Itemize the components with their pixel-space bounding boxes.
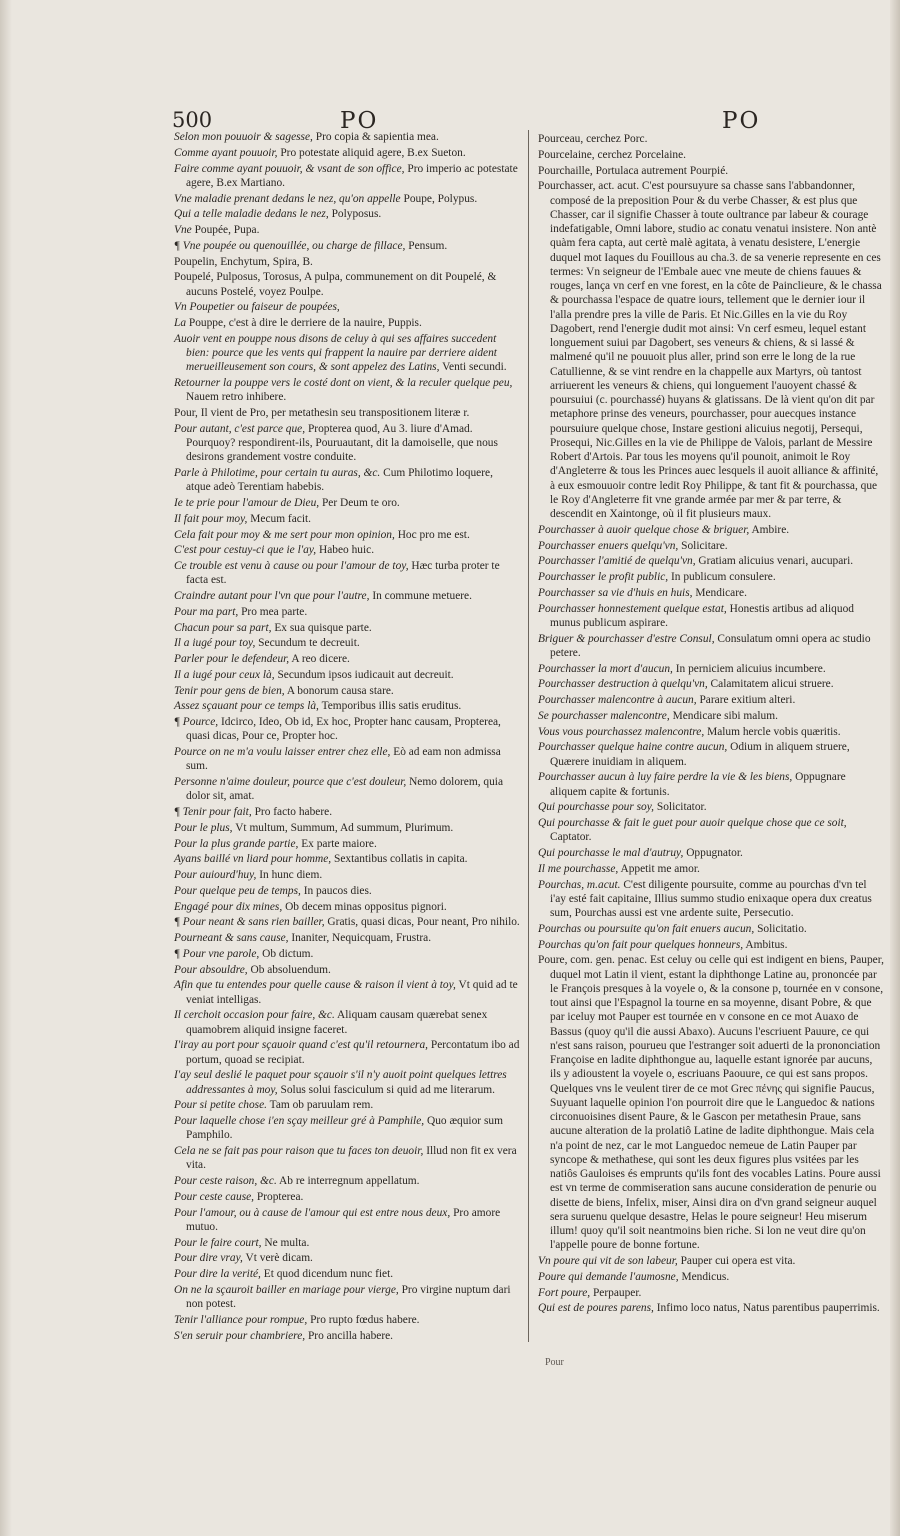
entry-translation: Solus solui fasciculum si quid ad me literarum. (280, 1083, 496, 1096)
dictionary-entry (538, 922, 884, 936)
dictionary-entry (174, 915, 520, 929)
entry-translation: Quo æquior sum Pamphilo. (186, 1115, 503, 1142)
entry-translation: Oppugnator. (686, 847, 743, 859)
entry-translation: Ob dictum. (262, 947, 314, 960)
entry-translation: Odium in aliquem struere, Quærere inuidiam in aliquem. (550, 741, 850, 768)
entry-french: Craindre autant pour l'vn que pour l'autre, (174, 590, 370, 602)
dictionary-entry (174, 1267, 520, 1281)
entry-translation: Aliquam causam quærebat senex quamobrem aliquid insigne faceret. (186, 1009, 488, 1036)
dictionary-entry (174, 931, 520, 945)
entry-translation: Propterea. (256, 1190, 304, 1203)
entry-translation: Mecum facit. (250, 512, 311, 525)
dictionary-entry (174, 1038, 520, 1067)
dictionary-entry (174, 605, 520, 619)
entry-french: Ce trouble est venu à cause ou pour l'amour de toy, (174, 560, 409, 572)
dictionary-entry (174, 805, 520, 819)
dictionary-entry (174, 636, 520, 650)
entry-french: Pour ma part, (174, 605, 239, 618)
entry-translation: Venti secundi. (442, 361, 507, 374)
catchword: Pour (545, 1357, 564, 1368)
dictionary-entry (174, 1098, 520, 1112)
entry-translation: Inaniter, Nequicquam, Frustra. (291, 932, 432, 944)
dictionary-entry (174, 316, 520, 330)
entry-french: Fort poure, (538, 1286, 591, 1299)
entry-translation: Mendicare. (695, 586, 747, 599)
dictionary-entry (538, 662, 884, 676)
entry-translation: Calamitatem alicui struere. (710, 678, 834, 691)
entry-french: Vous vous pourchassez malencontre, (538, 725, 705, 738)
entry-translation: Cum Philotimo loquere, atque adeò Terentiam habebis. (186, 467, 493, 494)
dictionary-entry (174, 1313, 520, 1327)
dictionary-entry (538, 632, 884, 661)
entry-translation: Ambire. (751, 523, 790, 536)
entry-french: Pourchasser l'amitié de quelqu'vn, (538, 555, 696, 568)
entry-translation: Mendicus. (681, 1270, 730, 1283)
entry-french: La (174, 317, 187, 329)
entry-french: Pourchas qu'on fait pour quelques honneurs, (538, 938, 744, 951)
entry-translation: Idcirco, Ideo, Ob id, Ex hoc, Propter hanc causam, Propterea, quasi dicas, Pour ce, Propter hoc. (186, 716, 501, 743)
entry-french: Pourchasser enuers quelqu'vn, (538, 539, 679, 552)
page-gutter-shadow (0, 0, 12, 1536)
dictionary-entry (174, 270, 520, 299)
dictionary-entry (538, 1254, 884, 1268)
dictionary-entry (174, 332, 520, 375)
entry-french: Cela fait pour moy & me sert pour mon opinion, (174, 528, 395, 541)
page-number: 500 (172, 108, 213, 132)
dictionary-entry (538, 862, 884, 876)
dictionary-entry (174, 947, 520, 961)
dictionary-entry (174, 745, 520, 774)
dictionary-entry (538, 740, 884, 769)
dictionary-entry (538, 132, 884, 146)
entry-translation: Pourchasser, act. acut. C'est poursuyure sa chasse sans l'abbandonner, composé de la preposition Pour & du verbe Chasser, & est plus que Chasser, car il signifie Chasser à toute oultrance par labeur & courage indefatigable, Omni labore, studio ac conatu venatui insistere. Non antè quàm fera capta, aut certè malè agitata, à venatu desistere, L'energie duquel mot Iaques du Fouillous au cha.3. de sa venerie represente en ces termes: Vn seigneur de l'Embale auec vne meute de chiens fauues & rouges, lança vn cerf en vne forest, en la côte de Painclieure, & le chassa & pourchassa l'espace de quatre iours, tellement que le dernier iour il l'alla prendre pres la ville de Paris. Et Nic.Gilles en la vie du Roy Dagobert, rend l'energie dudit mot ainsi: Vn cerf esmeu, lequel estant longuement suiui par Dagobert, ses veneurs & chiens, & si lassé & malmené qu'il ne pouuoit plus aller, prind son erre le long de la rue Catullienne, & se vint rendre en la chappelle aux Martyrs, où tantost arriuerent les veneurs & chiens, qui longuement l'auoyent chassé & poursuiui (c. pourchassé) huyans & glatissans. De là vient qu'on dit par metaphore prinse des veneurs, pourchasser, pour auecques instance poursuiure quelque chose, Instare gestioni alicuius negotij, Persequi, Prosequi, Nic.Gilles en la vie de Philippe de Valois, parlant de Messire Robert d'Artois. Par tous les moyens qu'il pounoit, animoit le Roy d'Angleterre & tous les Princes auec lesquels il auoit alliance & affinité, à eux esmouuoir contre ledit Roy Philippe, & tant fit & pourchassa, que le Roy d'Angleterre fit vne grande armée par mer & par terre, & descendit en Xaintonge, où il fit plusieurs maux. (538, 180, 882, 520)
right-running-head: PO (722, 108, 761, 134)
entry-french: Ie te prie pour l'amour de Dieu, (174, 497, 320, 509)
entry-translation: Malum hercle vobis quæritis. (707, 725, 841, 738)
entry-french: Qui a telle maladie dedans le nez, (174, 208, 329, 221)
dictionary-entry (538, 1301, 884, 1315)
entry-french: Assez sçauant pour ce temps là, (174, 700, 319, 713)
entry-translation: In publicum consulere. (671, 571, 776, 583)
dictionary-entry (174, 589, 520, 603)
dictionary-entry (174, 900, 520, 914)
entry-french: Tenir pour gens de bien, (174, 684, 285, 697)
entry-french: Cela ne se fait pas pour raison que tu faces ton deuoir, (174, 1145, 424, 1157)
entry-french: Pour dire vray, (174, 1252, 243, 1265)
entry-translation: Pourceau, cerchez Porc. (538, 133, 648, 145)
dictionary-entry (538, 1286, 884, 1300)
entry-translation: Ex parte maiore. (301, 837, 377, 850)
entry-translation: Pour, Il vient de Pro, per metathesin seu transpositionem literæ r. (174, 407, 470, 419)
entry-translation: Vt multum, Summum, Ad summum, Plurimum. (235, 821, 454, 834)
entry-translation: Pro copia & sapientia mea. (315, 131, 439, 143)
dictionary-entry (174, 130, 520, 144)
entry-french: Pource on ne m'a voulu laisser entrer chez elle, (174, 746, 391, 758)
entry-french: Auoir vent en pouppe nous disons de celuy à qui ses affaires succedent bien: pource que les vents qui frappent la nauire par derriere aident merueilleusement son cours, & sont appelez des Latins, (174, 332, 497, 374)
entry-translation: Pro mea parte. (241, 605, 308, 618)
dictionary-entry (174, 1190, 520, 1204)
entry-french: Vne (174, 224, 192, 236)
dictionary-entry (538, 693, 884, 707)
dictionary-entry (174, 239, 520, 253)
entry-translation: Pro potestate aliquid agere, B.ex Sueton. (280, 146, 466, 159)
entry-french: Pour laquelle chose i'en sçay meilleur gré à Pamphile, (174, 1115, 425, 1127)
dictionary-entry (174, 621, 520, 635)
entry-translation: Pro ancilla habere. (307, 1329, 394, 1342)
entry-french: S'en seruir pour chambriere, (174, 1329, 306, 1342)
entry-french: Chacun pour sa part, (174, 621, 272, 634)
entry-translation: Pensum. (408, 239, 448, 252)
entry-translation: Ob absoluendum. (250, 963, 331, 976)
entry-french: Comme ayant pouuoir, (174, 146, 278, 159)
dictionary-entry (538, 586, 884, 600)
entry-translation: Pourchaille, Portulaca autrement Pourpié. (538, 164, 729, 177)
entry-translation: Oppugnare aliquem capite & fortunis. (550, 771, 846, 798)
entry-translation: Pro facto habere. (254, 806, 333, 818)
entry-french: Personne n'aime douleur, pource que c'est douleur, (174, 776, 407, 788)
entry-french: Pourchas, m.acut. (538, 878, 621, 891)
entry-translation: In paucos dies. (303, 884, 372, 897)
dictionary-entry (174, 963, 520, 977)
entry-french: Afin que tu entendes pour quelle cause & raison il vient à toy, (174, 979, 456, 992)
entry-translation: Consulatum omni opera ac studio petere. (550, 632, 871, 659)
dictionary-entry (174, 652, 520, 666)
dictionary-entry (174, 1114, 520, 1143)
entry-translation: In perniciem alicuius incumbere. (675, 662, 826, 675)
dictionary-entry (174, 162, 520, 191)
entry-translation: Appetit me amor. (620, 862, 700, 875)
entry-french: Ayans baillé vn liard pour homme, (174, 853, 332, 866)
dictionary-entry (174, 512, 520, 526)
entry-french: I'iray au port pour sçauoir quand c'est qu'il retournera, (174, 1039, 428, 1052)
entry-translation: Vt verè dicam. (245, 1252, 313, 1265)
right-column (538, 132, 884, 1317)
entry-translation: Percontatum ibo ad portum, quoad se recipiat. (186, 1039, 520, 1066)
dictionary-entry (174, 543, 520, 557)
entry-french: ¶ Vne poupée ou quenouillée, ou charge de fillace, (174, 239, 406, 252)
entry-translation: Ambitus. (745, 938, 788, 951)
entry-translation: Ab re interregnum appellatum. (279, 1175, 420, 1187)
entry-french: Pourchasser à auoir quelque chose & briguer, (538, 523, 750, 536)
entry-french: Pourchasser le profit public, (538, 571, 669, 583)
dictionary-entry (174, 699, 520, 713)
entry-french: Pour ceste raison, &c. (174, 1175, 277, 1187)
dictionary-entry (174, 668, 520, 682)
entry-translation: Mendicare sibi malum. (672, 709, 778, 722)
entry-french: Pourchasser honnestement quelque estat, (538, 602, 727, 615)
entry-french: Qui pourchasse & fait le guet pour auoir quelque chose que ce soit, (538, 817, 847, 829)
entry-translation: Habeo huic. (319, 544, 375, 557)
entry-translation: Ex sua quisque parte. (274, 621, 372, 634)
entry-french: Parler pour le defendeur, (174, 653, 290, 665)
entry-translation: Pourcelaine, cerchez Porcelaine. (538, 148, 686, 161)
entry-translation: In hunc diem. (259, 869, 323, 881)
left-running-head: PO (340, 108, 379, 134)
dictionary-entry (538, 602, 884, 631)
dictionary-entry (538, 554, 884, 568)
entry-french: Pour le plus, (174, 821, 233, 834)
left-column (174, 130, 520, 1344)
entry-translation: Gratiam alicuius venari, aucupari. (698, 555, 854, 568)
entry-french: Il me pourchasse, (538, 862, 619, 875)
entry-translation: Perpauper. (592, 1286, 642, 1299)
entry-french: Pourneant & sans cause, (174, 932, 289, 944)
dictionary-entry (174, 376, 520, 405)
entry-translation: A bonorum causa stare. (286, 684, 394, 697)
entry-french: Pour quelque peu de temps, (174, 884, 301, 897)
entry-translation: Tam ob paruulam rem. (269, 1099, 374, 1112)
dictionary-entry (174, 1236, 520, 1250)
entry-translation: Ne multa. (264, 1236, 310, 1249)
entry-french: Faire comme ayant pouuoir, & vsant de son office, (174, 162, 405, 175)
dictionary-entry (538, 770, 884, 799)
entry-translation: Gratis, quasi dicas, Pour neant, Pro nihilo. (327, 916, 520, 929)
entry-french: ¶ Pour neant & sans rien bailler, (174, 916, 325, 929)
entry-french: Retourner la pouppe vers le costé dont on vient, & la reculer quelque peu, (174, 377, 513, 389)
dictionary-entry (174, 1206, 520, 1235)
dictionary-entry (538, 179, 884, 521)
entry-translation: Poure, com. gen. penac. Est celuy ou celle qui est indigent en biens, Pauper, duquel mot Latin il vient, estant la diphthonge Latine au, prononcée par le François presques à la voyele o, & la consone p, tournée en v consone, tout ainsi que l'Espagnol la tourne en sa moyenne, disant Pobre, & que par iceluy mot Pauper est tournée en v consone en ce mot Auaxo de Bassus (quoy qu'il die aussi Abaxo). Aucuns l'escriuent Pauure, ce qui n'est sans raison, pourueu que l'estranger soit aduerti de la prononciation Françoise en ladite diphthongue au, laquelle estant ignorée par aucuns, ils y adioustent la voyele o, escriuans Paouure, ce qui est sans propos. Quelques vns le veulent tirer de ce mot Grec πένης qui signifie Paucus, Suyuant laquelle opinion l'on pourroit dire que le Languedoc & nations circonuoisines disent Paure, & le Gascon per metathesin Praue, sans aucune alteration de la prolatiô Latine de ladite diphthongue. Mais cela n'a point de nez, car le mot Languedoc nemeue de Latin Pauper par syncope & methathese, qui sont les deux figures plus vsitées par les natiôs Gauloises és emprunts qu'ils font des vocables Latins. Poure aussi est vn terme de commiseration sans aucune consideration de penurie ou disette de biens, Infelix, miser, Ainsi dira on d'vn grand seigneur auquel sera suruenu quelque desastre, Helas le poure seigneur! Heu miserum illum! quoy qu'il soit neantmoins bien riche. Si lon ne veut dire qu'on l'appelle poure de bonne fortune. (538, 954, 884, 1252)
dictionary-entry (538, 164, 884, 178)
dictionary-entry (538, 539, 884, 553)
entry-translation: Nauem retro inhibere. (186, 391, 287, 404)
entry-french: Il cerchoit occasion pour faire, &c. (174, 1009, 335, 1022)
dictionary-entry (538, 1270, 884, 1284)
dictionary-entry (538, 570, 884, 584)
entry-french: Vne maladie prenant dedans le nez, qu'on appelle (174, 192, 401, 205)
entry-french: Pourchasser sa vie d'huis en huis, (538, 586, 693, 599)
dictionary-entry (174, 715, 520, 744)
entry-french: Qui est de poures parens, (538, 1302, 654, 1315)
entry-french: Se pourchasser malencontre, (538, 709, 670, 722)
dictionary-entry (538, 878, 884, 921)
entry-french: Pour l'amour, ou à cause de l'amour qui est entre nous deux, (174, 1206, 451, 1219)
dictionary-entry (174, 1251, 520, 1265)
entry-translation: Polyposus. (331, 208, 382, 221)
entry-translation: Pro imperio ac potestate agere, B.ex Martiano. (186, 162, 518, 189)
entry-french: Pourchasser destruction à quelqu'vn, (538, 678, 708, 691)
dictionary-entry (174, 406, 520, 420)
entry-french: ¶ Pource, (174, 716, 219, 728)
entry-french: On ne la sçauroit bailler en mariage pour vierge, (174, 1283, 399, 1296)
entry-french: Pour dire la verité, (174, 1268, 261, 1280)
dictionary-entry (538, 709, 884, 723)
entry-translation: Temporibus illis satis eruditus. (321, 700, 462, 713)
entry-translation: Hoc pro me est. (397, 528, 470, 541)
dictionary-entry (174, 559, 520, 588)
entry-french: Pour si petite chose. (174, 1099, 268, 1112)
entry-translation: Poupe, Polypus. (403, 192, 478, 205)
entry-french: Qui pourchasse le mal d'autruy, (538, 847, 684, 859)
entry-translation: Nemo dolorem, quia dolor sit, amat. (186, 776, 504, 803)
entry-french: Parle à Philotime, pour certain tu auras, &c. (174, 467, 381, 479)
entry-french: Poure qui demande l'aumosne, (538, 1270, 679, 1283)
entry-french: I'ay seul deslié le paquet pour sçauoir s'il n'y auoit point quelques lettres addressantes à moy, (174, 1069, 507, 1096)
entry-translation: Pouppe, c'est à dire le derriere de la nauire, Puppis. (188, 317, 422, 329)
entry-translation: Solicitatio. (757, 922, 807, 935)
entry-french: Pour ceste cause, (174, 1190, 255, 1203)
dictionary-entry (538, 953, 884, 1252)
dictionary-entry (538, 677, 884, 691)
entry-french: Pourchasser la mort d'aucun, (538, 662, 673, 675)
entry-translation: Eò ad eam non admissa sum. (186, 746, 501, 773)
dictionary-entry (174, 528, 520, 542)
dictionary-entry (538, 938, 884, 952)
entry-french: Il a iugé pour ceux là, (174, 668, 275, 681)
entry-translation: Poupée, Pupa. (194, 224, 260, 236)
dictionary-entry (538, 523, 884, 537)
entry-translation: Pro rupto fœdus habere. (310, 1313, 420, 1326)
entry-translation: Ob decem minas oppositus pignori. (285, 900, 447, 913)
entry-french: ¶ Tenir pour fait, (174, 806, 252, 818)
dictionary-entry (174, 466, 520, 495)
dictionary-entry (174, 255, 520, 269)
entry-french: Tenir l'alliance pour rompue, (174, 1313, 308, 1326)
entry-french: Pourchas ou poursuite qu'on fait enuers aucun, (538, 922, 755, 935)
dictionary-entry (174, 496, 520, 510)
entry-translation: Solicitare. (681, 539, 728, 552)
dictionary-entry (174, 684, 520, 698)
entry-translation: In commune metuere. (372, 590, 472, 602)
dictionary-entry (174, 1174, 520, 1188)
dictionary-entry (174, 1283, 520, 1312)
entry-french: Pourchasser aucun à luy faire perdre la vie & les biens, (538, 771, 793, 784)
entry-french: Qui pourchasse pour soy, (538, 801, 655, 814)
dictionary-entry (174, 978, 520, 1007)
entry-translation: A reo dicere. (291, 653, 350, 665)
entry-french: Pourchasser malencontre à aucun, (538, 694, 697, 706)
entry-french: Pour la plus grande partie, (174, 837, 299, 850)
dictionary-entry (174, 1068, 520, 1097)
entry-translation: Pro amore mutuo. (186, 1206, 501, 1233)
dictionary-entry (174, 821, 520, 835)
entry-french: Vn Poupetier ou faiseur de poupées, (174, 301, 340, 314)
dictionary-entry (174, 146, 520, 160)
entry-translation: Et quod dicendum nunc fiet. (263, 1268, 394, 1280)
dictionary-entry (174, 207, 520, 221)
dictionary-entry (174, 884, 520, 898)
entry-translation: Propterea quod, Au 3. liure d'Amad. Pourquoy? respondirent-ils, Pouruautant, dit la damoiselle, que nous desirons grandement vostre conduite. (186, 422, 498, 464)
entry-french: C'est pour cestuy-ci que ie l'ay, (174, 544, 317, 557)
entry-french: Selon mon pouuoir & sagesse, (174, 131, 313, 143)
dictionary-entry (174, 1144, 520, 1173)
dictionary-entry (174, 775, 520, 804)
dictionary-entry (174, 837, 520, 851)
entry-translation: Solicitator. (656, 801, 707, 814)
entry-translation: Poupelin, Enchytum, Spira, B. (174, 255, 313, 268)
dictionary-entry (174, 223, 520, 237)
entry-translation: Illud non fit ex vera vita. (186, 1145, 517, 1172)
entry-french: Pour le faire court, (174, 1236, 262, 1249)
entry-translation: C'est diligente poursuite, comme au pourchas d'vn tel i'ay esté fait capitaine, Illius summo studio enixaque opera dux creatus sum, Pourchas aussi est vne ardente suite, Persecutio. (550, 878, 872, 919)
page-edge (890, 0, 900, 1536)
dictionary-entry (174, 1008, 520, 1037)
entry-french: ¶ Pour vne parole, (174, 947, 260, 960)
entry-french: Pour absouldre, (174, 963, 248, 976)
entry-translation: Parare exitium alteri. (699, 694, 796, 706)
entry-translation: Vt quid ad te veniat intelligas. (186, 979, 518, 1006)
entry-translation: Poupelé, Pulposus, Torosus, A pulpa, communement on dit Poupelé, & aucuns Postelé, voyez Poulpe. (174, 271, 497, 298)
entry-translation: Per Deum te oro. (321, 497, 400, 509)
dictionary-entry (174, 192, 520, 206)
entry-translation: Captator. (550, 831, 592, 844)
entry-translation: Pauper cui opera est vita. (680, 1255, 796, 1267)
entry-french: Vn poure qui vit de son labeur, (538, 1255, 678, 1267)
dictionary-entry (538, 725, 884, 739)
entry-french: Pourchasser quelque haine contre aucun, (538, 741, 728, 754)
dictionary-entry (174, 852, 520, 866)
entry-french: Briguer & pourchasser d'estre Consul, (538, 632, 715, 645)
entry-translation: Honestis artibus ad aliquod munus publicum aspirare. (550, 602, 854, 629)
dictionary-entry (538, 148, 884, 162)
dictionary-entry (538, 816, 884, 845)
entry-translation: Secundum te decreuit. (258, 637, 360, 650)
column-divider (528, 130, 529, 1342)
dictionary-entry (174, 1329, 520, 1343)
entry-french: Engagé pour dix mines, (174, 900, 283, 913)
entry-translation: Pro virgine nuptum dari non potest. (186, 1283, 511, 1310)
entry-translation: Secundum ipsos iudicauit aut decreuit. (277, 668, 454, 681)
entry-translation: Infimo loco natus, Natus parentibus pauperrimis. (656, 1302, 880, 1315)
entry-french: Il fait pour moy, (174, 512, 248, 525)
entry-french: Il a iugé pour toy, (174, 637, 256, 650)
dictionary-entry (538, 800, 884, 814)
dictionary-entry (174, 868, 520, 882)
dictionary-entry (538, 846, 884, 860)
entry-french: Pour auiourd'huy, (174, 869, 257, 881)
dictionary-entry (174, 300, 520, 314)
entry-french: Pour autant, c'est parce que, (174, 422, 306, 435)
dictionary-entry (174, 422, 520, 465)
entry-translation: Hæc turba proter te facta est. (186, 560, 500, 587)
entry-translation: Sextantibus collatis in capita. (334, 853, 468, 866)
